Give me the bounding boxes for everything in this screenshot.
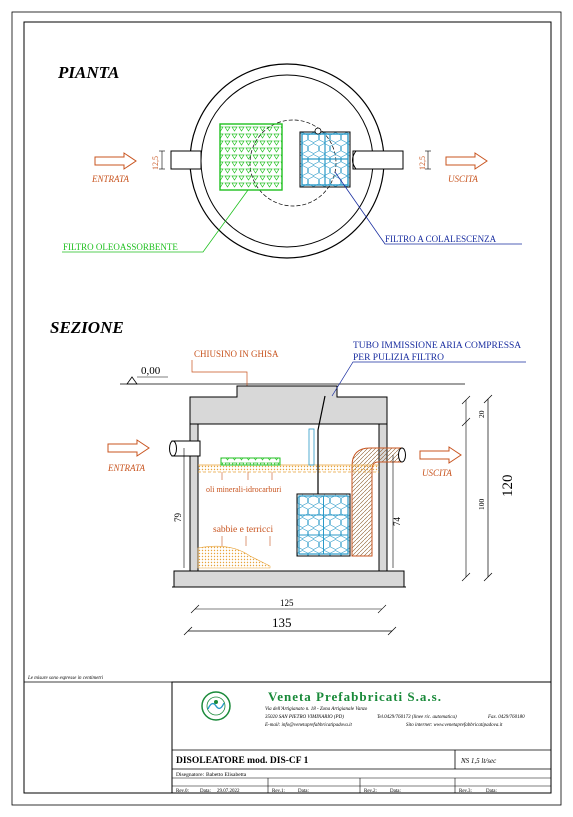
section-level-label: 0,00 (141, 365, 161, 377)
air-tube-label-2: PER PULIZIA FILTRO (353, 353, 444, 363)
rev1-date-label: Data: (298, 789, 309, 794)
inlet-pipe-end (170, 441, 177, 456)
oil-layer (198, 465, 379, 472)
top-slab (190, 386, 387, 424)
title-block (172, 682, 551, 794)
section-inlet-label: ENTRATA (108, 463, 146, 473)
company-website: Sito internet: www.venetaprefabbricatipadova.it (406, 723, 503, 728)
plan-outlet-label: USCITA (448, 174, 478, 184)
section-oil-filter (221, 458, 280, 465)
air-tube-leader (332, 362, 526, 396)
dim-74: 74 (392, 517, 402, 526)
rev3-date-label: Data: (486, 789, 497, 794)
rev2-label: Rev.2: (364, 789, 377, 794)
base-slab (174, 571, 404, 587)
sand-sediment (198, 546, 270, 568)
dim-125: 125 (280, 598, 294, 608)
company-email: E-mail: info@venetaprefabbricatipadova.it (265, 723, 352, 728)
rev0-date: 29.07.2022 (217, 789, 240, 794)
air-tube-guide (309, 429, 314, 465)
rev0-date-label: Data: (200, 789, 211, 794)
section-sands-label: sabbie e terricci (213, 525, 274, 535)
rev1-label: Rev.1: (272, 789, 285, 794)
company-tel: Tel.0429/760173 (linee ric. automatica) (377, 715, 457, 720)
designer-name: Babetto Elisabetta (206, 772, 247, 778)
designer-label: Disegnatore: (176, 772, 205, 778)
company-name: Veneta Prefabbricati S.a.s. (268, 689, 442, 704)
level-triangle-icon (127, 377, 137, 384)
section-view (50, 318, 526, 635)
rev3-label: Rev.3: (459, 789, 472, 794)
rev2-date-label: Data: (390, 789, 401, 794)
section-outlet-arrow-icon (420, 447, 461, 463)
plan-outlet-arrow-icon (446, 153, 487, 169)
dim-20: 20 (477, 410, 486, 418)
dim-135: 135 (272, 615, 292, 630)
units-note: Le misure sono espresse in centimetri (28, 676, 104, 681)
plan-dim-inlet: 12,5 (151, 156, 160, 170)
plan-oil-filter-label: FILTRO OLEOASSORBENTE (63, 242, 178, 252)
air-tube-plan-circle (315, 128, 321, 134)
plan-coal-filter-label: FILTRO A COLALESCENZA (385, 234, 497, 244)
company-logo (202, 692, 230, 720)
plan-inlet-label: ENTRATA (92, 174, 130, 184)
section-inlet-arrow-icon (108, 440, 149, 456)
plan-inlet-arrow-icon (95, 153, 136, 169)
outlet-pipe-end (399, 448, 406, 462)
dim-100: 100 (477, 498, 486, 510)
company-fax: Fax. 0429/760180 (488, 715, 525, 720)
section-outlet-pipe (352, 448, 402, 556)
nominal-size: NS 1,5 lt/sec (461, 757, 497, 765)
section-oils-label: oli minerali-idrocarburi (206, 485, 282, 494)
company-address-2: 35020 SAN PIETRO VIMINARIO (PD) (265, 715, 344, 720)
plan-dim-outlet: 12,5 (418, 156, 427, 170)
plan-view (57, 63, 522, 258)
manhole-leader (192, 360, 247, 386)
section-outlet-label: USCITA (422, 468, 452, 478)
dim-120: 120 (500, 474, 516, 497)
rev0-label: Rev.0: (176, 789, 189, 794)
plan-inlet-pipe (171, 151, 201, 169)
plan-title: PIANTA (58, 63, 120, 82)
section-manhole-label: CHIUSINO IN GHISA (194, 349, 279, 359)
plan-outlet-pipe (353, 151, 403, 169)
dim-79: 79 (173, 513, 183, 522)
section-title: SEZIONE (50, 318, 124, 337)
air-tube-label-1: TUBO IMMISSIONE ARIA COMPRESSA (353, 341, 522, 351)
product-name: DISOLEATORE mod. DIS-CF 1 (176, 756, 309, 766)
plan-oil-filter (220, 124, 282, 190)
company-address-1: Via dell'Artigianato n. 18 - Zona Artigianale Vanzo (265, 707, 368, 712)
right-wall (379, 424, 387, 571)
